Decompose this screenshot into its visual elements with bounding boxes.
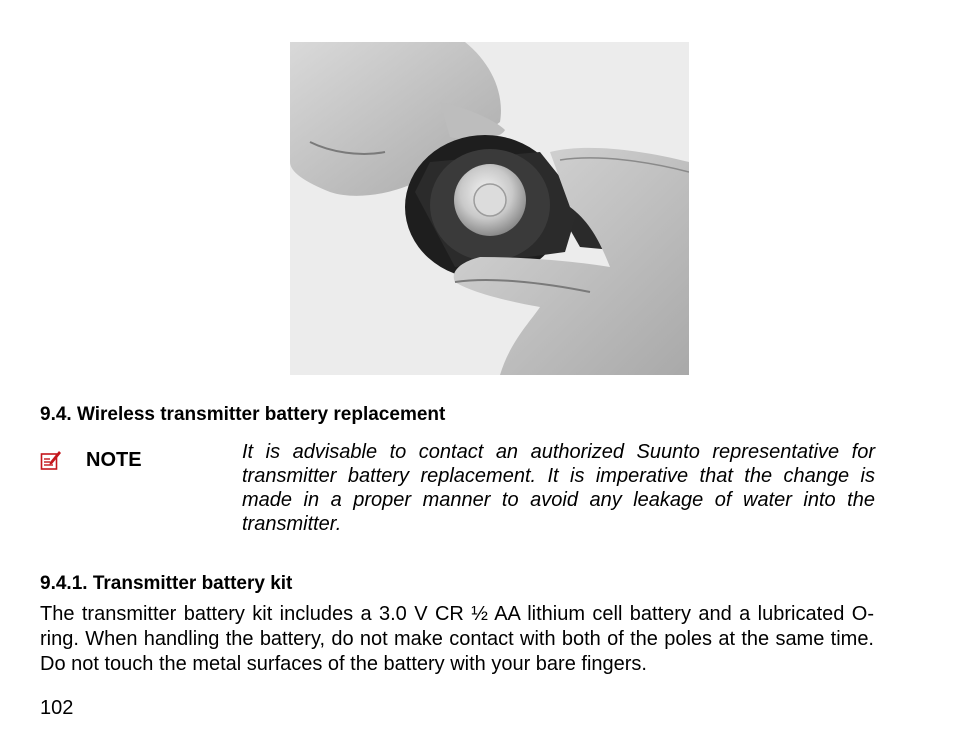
transmitter-photo <box>290 42 689 375</box>
section-heading: 9.4. Wireless transmitter battery replacement <box>40 404 446 425</box>
page-number: 102 <box>40 697 74 719</box>
subsection-heading: 9.4.1. Transmitter battery kit <box>40 573 293 594</box>
transmitter-photo-illustration <box>290 42 689 375</box>
note-label: NOTE <box>86 449 142 471</box>
subsection-body: The transmitter battery kit includes a 3.0 V CR ½ AA lithium cell battery and a lubricated O-ring. When handling the battery, do not make contact with both of the poles at the same time. Do not touch the metal surfaces of the battery with your bare fingers. <box>40 603 874 675</box>
note-text: It is advisable to contact an authorized Suunto representative for transmitter battery replacement. It is imperative that the change is made in a proper manner to avoid any leakage of water into the transmitter. <box>242 441 875 535</box>
note-pencil-icon <box>40 449 62 471</box>
